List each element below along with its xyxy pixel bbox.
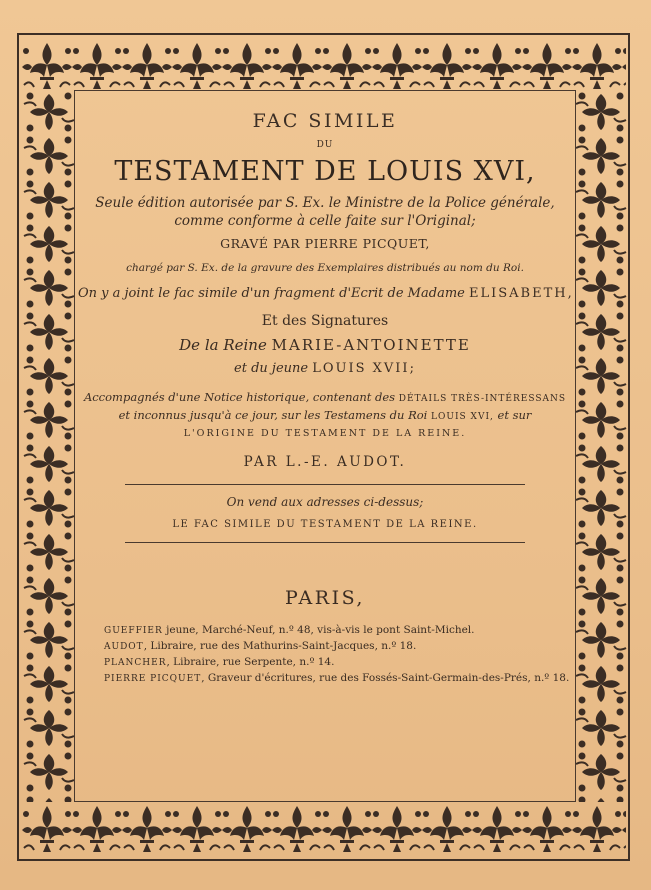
floral-column-right bbox=[574, 90, 628, 802]
reine-line-script: De la Reine bbox=[179, 336, 267, 354]
ornament-border-bottom bbox=[22, 800, 626, 856]
notice-line-1-caps: DÉTAILS TRÈS-INTÉRESSANS bbox=[398, 394, 567, 404]
address-name: AUDOT bbox=[104, 642, 144, 652]
floral-column-left bbox=[22, 90, 76, 802]
fleur-de-lis-frieze-top bbox=[22, 37, 626, 93]
notice-line-2 bbox=[78, 408, 572, 422]
engraver-charge-line: chargé par S. Ex. de la gravure des Exemplaires distribués au nom du Roi. bbox=[126, 262, 524, 274]
notice-line-2-script-b: et sur bbox=[497, 408, 532, 422]
authorization-line-1: Seule édition autorisée par S. Ex. le Ministre de la Police générale, bbox=[95, 195, 555, 211]
reine-line bbox=[78, 336, 572, 354]
bookseller-addresses bbox=[104, 623, 572, 687]
address-rest: , Libraire, rue Serpente, n.º 14. bbox=[166, 656, 335, 668]
louis-xvii-line bbox=[78, 361, 572, 376]
divider-rule-1 bbox=[125, 484, 525, 485]
address-line bbox=[104, 671, 572, 687]
address-name: GUEFFIER bbox=[104, 626, 163, 636]
notice-line-3: L'ORIGINE DU TESTAMENT DE LA REINE. bbox=[183, 428, 467, 439]
notice-line-2-caps: LOUIS XVI, bbox=[431, 412, 494, 422]
on-vend-line: On vend aux adresses ci-dessus; bbox=[226, 495, 424, 509]
fleur-de-lis-frieze-bottom bbox=[22, 800, 626, 856]
address-name: PIERRE PICQUET bbox=[104, 674, 202, 684]
heading-fac-simile: FAC SIMILE bbox=[252, 110, 398, 132]
author-line: PAR L.-E. AUDOT. bbox=[243, 454, 407, 470]
ornament-border-left bbox=[22, 90, 76, 802]
elisabeth-line bbox=[78, 286, 572, 301]
louis-xvii-name: LOUIS XVII; bbox=[312, 361, 416, 376]
notice-line-1 bbox=[78, 390, 572, 404]
address-rest: jeune, Marché-Neuf, n.º 48, vis-à-vis le pont Saint-Michel. bbox=[166, 624, 475, 636]
louis-xvii-line-script: et du jeune bbox=[234, 361, 309, 376]
heading-du: DU bbox=[316, 140, 334, 150]
ornament-border-right bbox=[574, 90, 628, 802]
signatures-line: Et des Signatures bbox=[261, 313, 389, 329]
ornament-border-top bbox=[22, 37, 626, 93]
main-title: TESTAMENT DE LOUIS XVI, bbox=[114, 156, 536, 187]
elisabeth-line-script: On y a joint le fac simile d'un fragment d'Ecrit de Madame bbox=[78, 286, 465, 301]
notice-line-2-script-a: et inconnus jusqu'à ce jour, sur les Testamens du Roi bbox=[118, 408, 428, 422]
elisabeth-name: ELISABETH, bbox=[468, 286, 574, 301]
address-name: PLANCHER bbox=[104, 658, 167, 668]
address-rest: , Graveur d'écritures, rue des Fossés-Saint-Germain-des-Prés, n.º 18. bbox=[201, 672, 570, 684]
marie-antoinette-name: MARIE-ANTOINETTE bbox=[271, 336, 471, 354]
address-rest: , Libraire, rue des Mathurins-Saint-Jacques, n.º 18. bbox=[143, 640, 417, 652]
address-line bbox=[104, 639, 572, 655]
divider-rule-2 bbox=[125, 542, 525, 543]
imprint-city: PARIS, bbox=[285, 587, 365, 609]
address-line bbox=[104, 655, 572, 671]
title-content bbox=[78, 96, 572, 687]
le-fac-simile-line: LE FAC SIMILE DU TESTAMENT DE LA REINE. bbox=[172, 519, 478, 530]
notice-line-1-script: Accompagnés d'une Notice historique, contenant des bbox=[83, 390, 396, 404]
authorization-line-2: comme conforme à celle faite sur l'Original; bbox=[174, 213, 476, 229]
engraver-credit: GRAVÉ PAR PIERRE PICQUET, bbox=[220, 236, 430, 251]
address-line bbox=[104, 623, 572, 639]
